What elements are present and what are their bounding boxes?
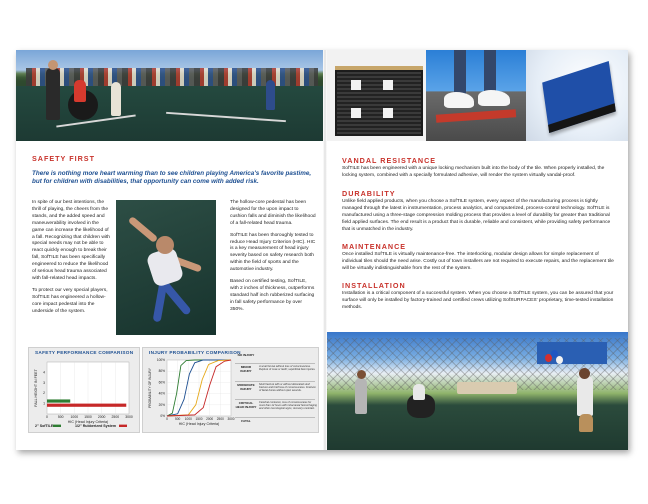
paragraph: SofTILE has been thoroughly tested to reduce Head Injury Criterion (HIC). HIC is a key measurement of head injury severity based on safety research both within the field of sports and the automotive industry. <box>230 232 316 273</box>
tile-underside-photo <box>327 50 426 141</box>
severity-divider <box>235 381 315 382</box>
x-tick-label: 1000 <box>184 417 192 421</box>
y-axis-label: PROBABILITY OF INJURY <box>148 368 152 408</box>
x-tick-label: 2000 <box>206 417 214 421</box>
maintenance-heading: MAINTENANCE <box>342 242 407 251</box>
severity-label: FATAL <box>241 419 251 423</box>
field-photo <box>16 50 323 141</box>
durability-body: Unlike field applied products, when you choose a SofTILE system, every aspect of the manufacturing process is tightly managed through the latest in instrumentation, process analytics, and computerized, process-control technology. SofTILE is manufactured using a three-stage compression molding process that provides a level of durability far greater than traditional field applied surfaces. The end result is a product that is durable, reliable and consistent, while providing safety performance that is unmatched in the industry. <box>342 199 611 232</box>
installation-heading: INSTALLATION <box>342 281 406 290</box>
safety-intro: There is nothing more heart warming than to see children playing America's favorite pastime, but for children with disabilities, that opportunity can come with added risk. <box>32 170 312 186</box>
paragraph: To protect our very special players, SofTILE has engineered a hollow-core impact pedestal into the underside of the system. <box>32 287 108 314</box>
durability-heading: DURABILITY <box>342 189 396 198</box>
safety-column-1 <box>32 200 112 321</box>
y-tick-label: 60% <box>158 380 165 385</box>
legend-swatch <box>119 425 127 427</box>
x-axis-label: HIC (Head Injury Criteria) <box>67 420 109 424</box>
y-tick-label: 1 <box>43 401 45 406</box>
safety-performance-chart <box>28 347 140 433</box>
y-tick-label: 0% <box>160 414 165 418</box>
shoes-on-tile-photo <box>426 50 526 141</box>
child-falling-photo <box>116 200 216 335</box>
x-tick-label: 2500 <box>216 417 224 421</box>
injury-probability-chart <box>142 347 319 433</box>
x-tick-label: 3000 <box>125 415 133 419</box>
x-tick-label: 1000 <box>70 415 79 419</box>
x-tick-label: 0 <box>46 415 48 419</box>
legend-label: 2" SofTILE <box>35 424 54 428</box>
severity-label: MODERATE INJURY <box>237 383 255 391</box>
severity-divider <box>235 399 315 400</box>
y-tick-label: 4 <box>43 370 45 375</box>
legend-label: 1/2" Rubberized System <box>75 424 117 428</box>
safety-first-heading: SAFETY FIRST <box>32 154 95 163</box>
severity-divider <box>235 417 315 418</box>
paragraph: The hollow-core pedestal has been designed for the upon impact to cushion falls and diminish the likelihood of a fall-related head trauma. <box>230 200 316 226</box>
y-tick-label: 80% <box>158 369 165 374</box>
paragraph: Based on certified testing, SofTILE, with 2 inches of thickness, outperforms standard half inch rubberized surfacing in fall safety performance by over 350%. <box>230 279 315 312</box>
maintenance-body: Once installed SofTILE is virtually maintenance-free. The interlocking, modular design allows for simple replacement of individual tiles should the need arise. Costly out of town installers are not required to execute repairs, and the replacement tile will be virtually indistinguishable from the rest of the system. <box>342 252 614 271</box>
severity-description: Cerebral contusion, loss of consciousness for more than 12 hours with intracranial hemorrhaging and other neurological signs; recovery uncertain. <box>259 401 317 411</box>
y-tick-label: 40% <box>158 391 165 396</box>
y-tick-label: 20% <box>158 402 165 407</box>
severity-divider <box>235 363 315 364</box>
x-tick-label: 0 <box>166 417 168 421</box>
x-tick-label: 3000 <box>227 417 235 421</box>
vandal-body: SofTILE has been engineered with a unique locking mechanism built into the body of the tile. When properly installed, the locking system, combined with a specially formulated adhesive, will render the system virtually vandal-proof. <box>342 166 605 178</box>
paragraph: In spite of our best intentions, the thrill of playing, the cheers from the stands, and the added speed and maneuverability involved in the game can increase the likelihood of a fall. Recognizing that children with special needs may not be able to react quickly enough to break their fall, SofTILE has been specifically engineered to reduce the likelihood of serious head trauma associated with fall-related head impacts. <box>32 200 111 281</box>
x-tick-label: 1500 <box>84 415 92 419</box>
severity-description: A small bruise without loss of consciousness. Rupture of nose or teeth; superficial face injuries. <box>259 365 316 372</box>
severity-description: Skull fracture with or without dislocated skull fracture and brief loss of consciousness. Fracture of facial bones without open wounds. <box>259 383 316 393</box>
severity-label: NO INJURY <box>237 353 255 357</box>
blue-tile-photo <box>526 50 628 141</box>
y-tick-label: 3 <box>43 380 45 385</box>
y-tick-label: 100% <box>156 358 165 362</box>
safety-column-2 <box>230 200 316 319</box>
game-day-photo <box>327 332 628 450</box>
y-axis-label: FALL HEIGHT IN FEET <box>34 369 38 407</box>
severity-label: CRITICAL HEAD INJURY <box>235 401 257 409</box>
severity-label: MINOR INJURY <box>240 365 252 373</box>
x-axis-label: HIC (Head Injury Criteria) <box>178 422 220 426</box>
bar-rubberized <box>47 404 126 407</box>
safety-chart-svg <box>29 348 139 432</box>
x-tick-label: 500 <box>57 415 64 419</box>
bar-softile <box>47 399 70 402</box>
legend-swatch <box>53 425 61 427</box>
x-tick-label: 2500 <box>111 415 120 419</box>
vandal-heading: VANDAL RESISTANCE <box>342 156 437 165</box>
x-tick-label: 500 <box>175 417 181 421</box>
chart-title: SAFETY PERFORMANCE COMPARISON <box>35 350 134 355</box>
chart-title: INJURY PROBABILITY COMPARISON <box>149 350 241 355</box>
y-tick-label: 2 <box>43 391 45 396</box>
x-tick-label: 1500 <box>195 417 203 421</box>
brochure-spread <box>16 50 628 450</box>
installation-body: Installation is a critical component of a successful system. When you choose a SofTILE system, you can be assured that your surface will only be installed by factory-trained and certified crews utilizing SofSURFACES' proprietary, time-tested installation methods. <box>342 291 614 310</box>
x-tick-label: 2000 <box>97 415 106 419</box>
